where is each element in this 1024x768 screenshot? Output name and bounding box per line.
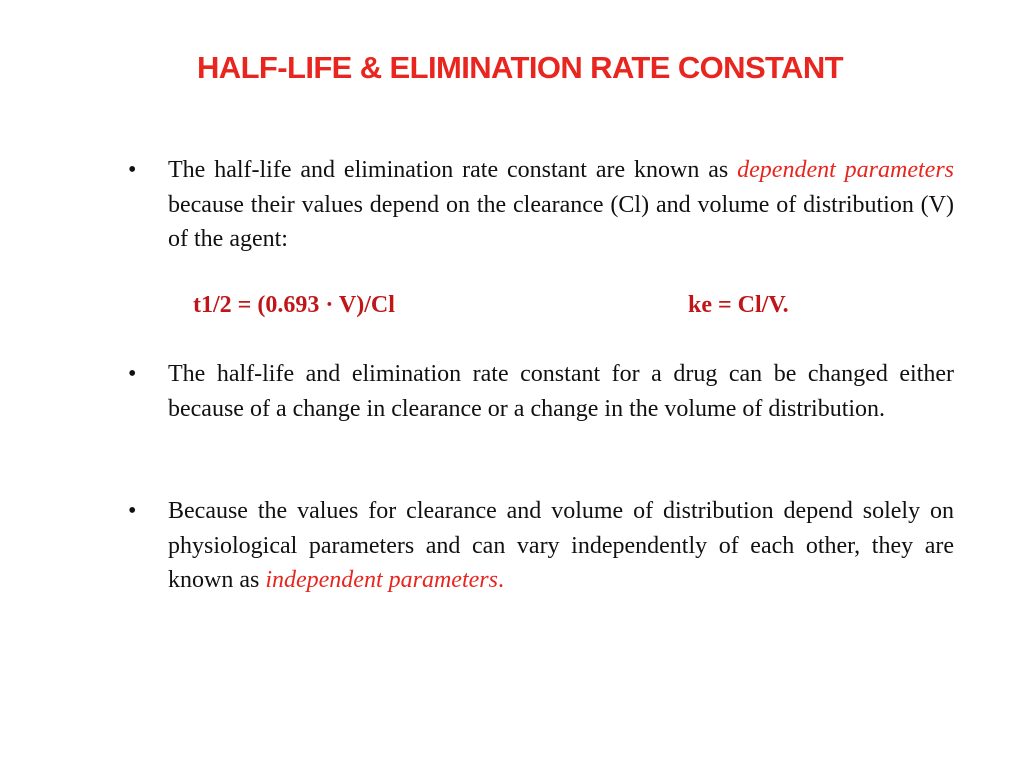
paragraph-text: Because the values for clearance and volume of distribution depend solely on physiological parameters and can vary independently of each other, they are known as <box>168 498 954 593</box>
bullet-marker: • <box>128 361 137 387</box>
paragraph-text: The half-life and elimination rate constant are known as <box>168 157 738 183</box>
formula-elimination-constant: ke = Cl/V. <box>688 292 789 318</box>
emphasis-independent-parameters: independent parameters <box>265 567 498 593</box>
paragraph-change-causes: The half-life and elimination rate constant for a drug can be changed either because of a change in clearance or a change in the volume of distribution. <box>168 361 954 422</box>
paragraph-text: because their values depend on the clearance (Cl) and volume of distribution (V) of the agent: <box>168 191 954 252</box>
emphasis-dependent-parameters: dependent parameters <box>737 157 954 183</box>
paragraph-period: . <box>497 567 504 593</box>
paragraph-dependent-parameters <box>168 153 954 257</box>
bullet-marker: • <box>128 157 137 183</box>
slide-title: HALF-LIFE & ELIMINATION RATE CONSTANT <box>197 50 843 85</box>
bullet-marker: • <box>128 498 137 524</box>
paragraph-independent-parameters <box>168 494 954 598</box>
formula-half-life: t1/2 = (0.693 · V)/Cl <box>193 292 395 318</box>
